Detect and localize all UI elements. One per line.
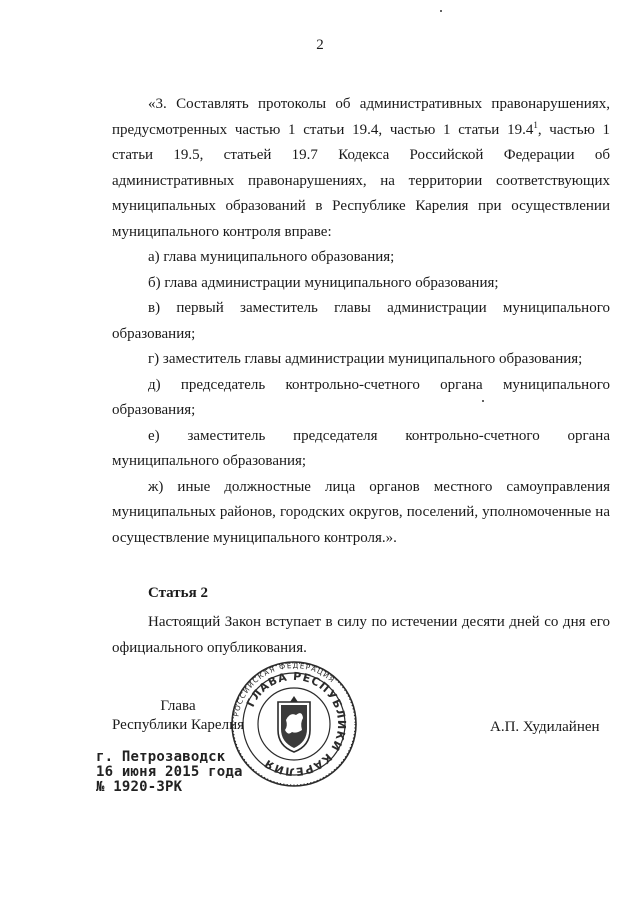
signatory-title-line-1: Глава [160, 698, 196, 714]
list-item-a: а) глава муниципального образования; [148, 249, 395, 265]
seal-inner-text: ГЛАВА РЕСПУБЛИКИ КАРЕЛИЯ [243, 669, 349, 779]
intro-part-2: , частью 1 статьи 19.5, статьей 19.7 Кодекса Российской Федерации об административных правонарушениях, на территории соответствующих муниципальных образований в Республике Карелия при осуществлении муниципального контроля вправе: [112, 121, 611, 240]
list-item-v: в) первый заместитель главы администрации муниципального образования; [112, 300, 610, 342]
seal-outer-text: РОССИЙСКАЯ ФЕДЕРАЦИЯ [231, 660, 338, 718]
place-date: 16 июня 2015 года [96, 764, 243, 780]
intro-part-1: «3. Составлять протоколы об административных правонарушениях, предусмотренных частью 1 статьи 19.4, частью 1 статьи 19.4 [112, 96, 610, 138]
article-2-body [112, 610, 610, 661]
place-city: г. Петрозаводск [96, 749, 226, 765]
list-item-zh: ж) иные должностные лица органов местного самоуправления муниципальных районов, городских округов, поселений, уполномоченные на осуществление муниципального контроля.». [112, 478, 610, 546]
paragraph-intro [112, 92, 610, 245]
signatory-title-line-2: Республики Карелия [111, 717, 245, 733]
amendment-text [112, 92, 610, 551]
law-number: № 1920-ЗРК [96, 779, 183, 795]
scan-speck [440, 10, 442, 12]
place-date-block [96, 750, 243, 795]
list-item-g: г) заместитель главы администрации муниципального образования; [148, 351, 583, 367]
article-2-text: Настоящий Закон вступает в силу по истечении десяти дней со дня его официального опубликования. [112, 614, 610, 656]
list-item-d: д) председатель контрольно-счетного органа муниципального образования; [112, 376, 610, 418]
list-item-e: е) заместитель председателя контрольно-счетного органа муниципального образования; [112, 427, 610, 469]
superscript-note: 1 [533, 119, 538, 130]
page-number: 2 [316, 37, 324, 53]
signer-name: А.П. Худилайнен [490, 719, 600, 735]
coat-of-arms-icon [278, 696, 310, 752]
signatory-title [108, 697, 248, 735]
official-seal [230, 660, 358, 788]
article-2-heading: Статья 2 [148, 585, 208, 601]
list-item-b: б) глава администрации муниципального образования; [148, 274, 499, 291]
